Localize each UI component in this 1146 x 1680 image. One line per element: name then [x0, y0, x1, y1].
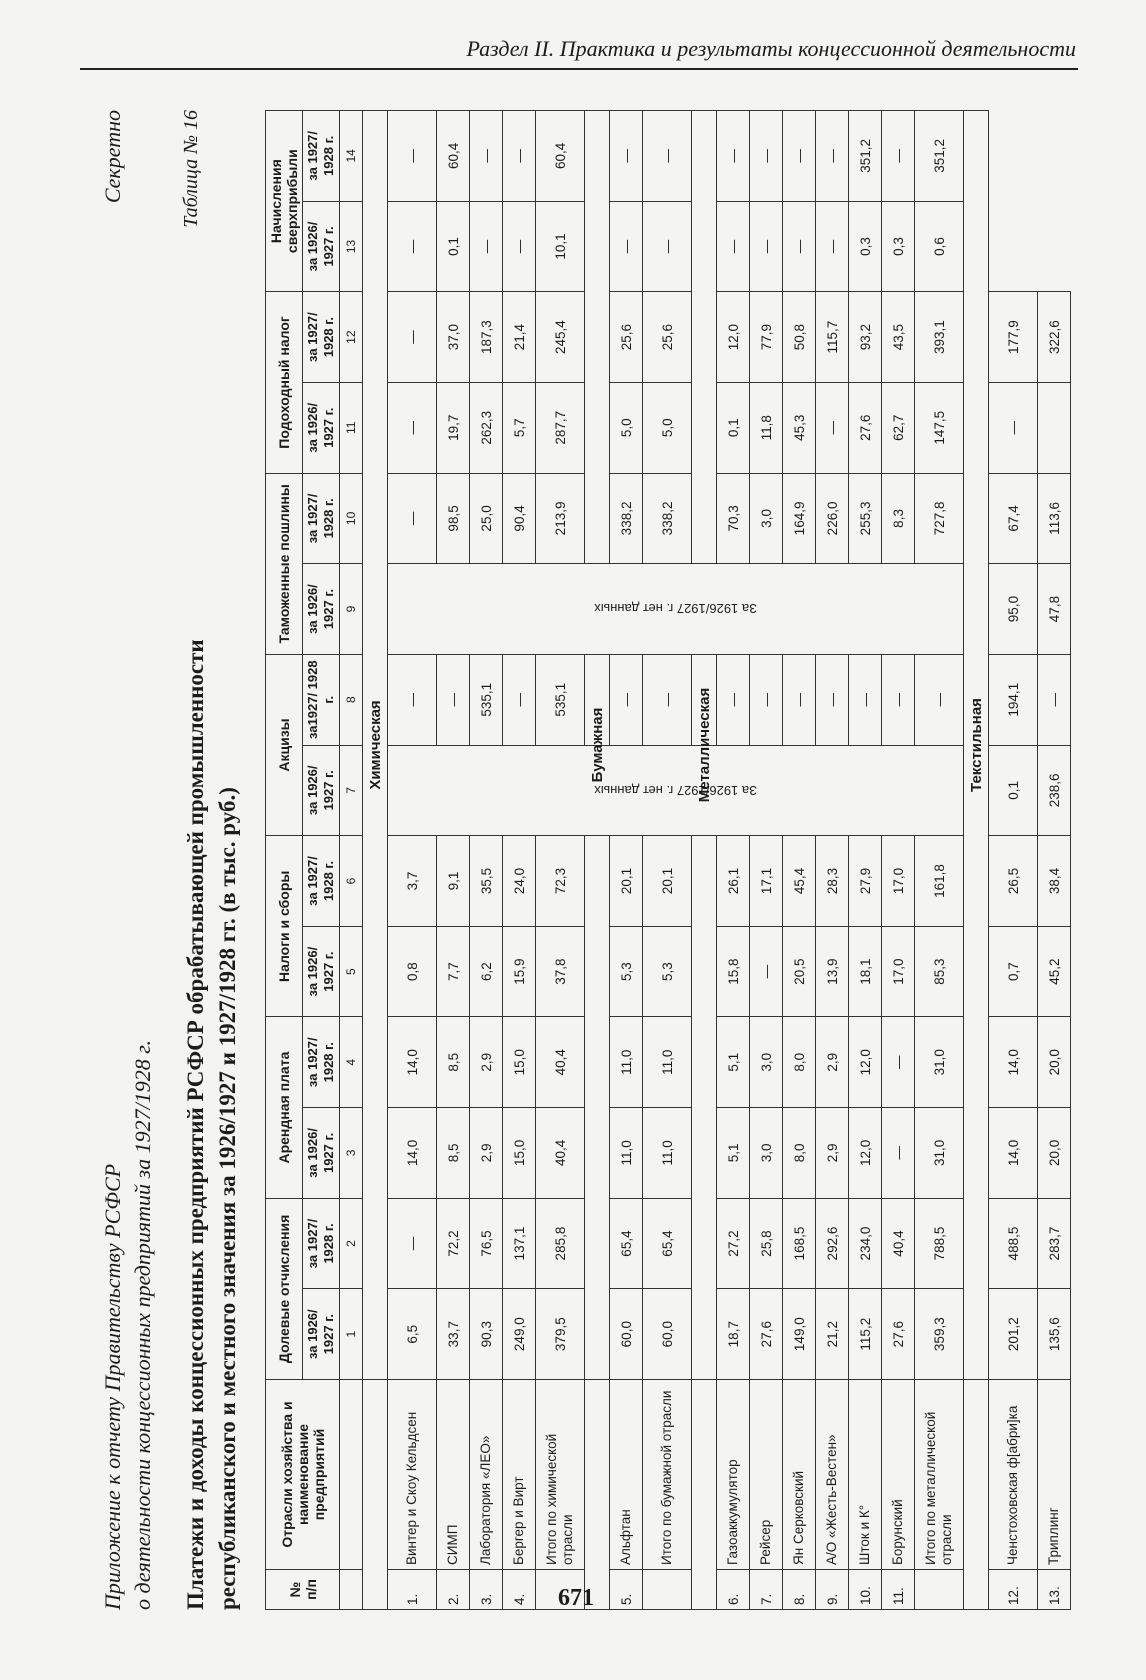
enterprise-name: Альфтан [610, 1380, 643, 1570]
header-year: за 1926/ 1927 г. [303, 745, 340, 836]
column-index: 1 [340, 1289, 363, 1380]
value-cell: — [437, 654, 470, 745]
header-year: за 1927/ 1928 г. [303, 1198, 340, 1289]
value-cell: 14,0 [989, 1108, 1038, 1199]
value-cell: — [750, 654, 783, 745]
value-cell: — [717, 111, 750, 202]
value-cell: 50,8 [783, 292, 816, 383]
value-cell: 0,8 [388, 926, 437, 1017]
value-cell: 292,6 [816, 1198, 849, 1289]
header-rule [80, 68, 1078, 70]
header-group-share: Долевые отчисления [266, 1198, 303, 1379]
header-year: за 1926/ 1927 г. [303, 564, 340, 655]
value-cell: — [717, 654, 750, 745]
header-year: за 1926/ 1927 г. [303, 926, 340, 1017]
value-cell: 11,0 [643, 1108, 692, 1199]
value-cell: 20,0 [1038, 1017, 1071, 1108]
value-cell: — [388, 201, 437, 292]
value-cell: 488,5 [989, 1198, 1038, 1289]
value-cell: 3,0 [750, 473, 783, 564]
value-cell: — [783, 111, 816, 202]
value-cell: 10,1 [536, 201, 585, 292]
value-cell: — [816, 654, 849, 745]
value-cell: 379,5 [536, 1289, 585, 1380]
value-cell: 40,4 [536, 1108, 585, 1199]
value-cell: 285,8 [536, 1198, 585, 1289]
appendix-note: Приложение к отчету Правительству РСФСР [100, 1163, 125, 1610]
value-cell: 5,1 [717, 1017, 750, 1108]
value-cell: — [470, 201, 503, 292]
value-cell: 14,0 [388, 1017, 437, 1108]
enterprise-name: Газоаккумулятор [717, 1380, 750, 1570]
value-cell: 8,3 [882, 473, 915, 564]
table-row [989, 111, 1038, 1610]
row-number: 7. [750, 1570, 783, 1610]
value-cell: 187,3 [470, 292, 503, 383]
table-row [849, 111, 882, 1610]
value-cell: 24,0 [503, 836, 536, 927]
enterprise-name: Винтер и Скоу Кельдсен [388, 1380, 437, 1570]
value-cell: 18,7 [717, 1289, 750, 1380]
value-cell: 60,4 [536, 111, 585, 202]
header-group-rent: Арендная плата [266, 1017, 303, 1198]
value-cell: 40,4 [882, 1198, 915, 1289]
value-cell: 8,5 [437, 1108, 470, 1199]
table-row [437, 111, 470, 1610]
enterprise-name: Шток и К° [849, 1380, 882, 1570]
value-cell: 20,1 [610, 836, 643, 927]
value-cell: — [610, 654, 643, 745]
value-cell: 37,8 [536, 926, 585, 1017]
value-cell: 98,5 [437, 473, 470, 564]
enterprise-name: Ян Серковский [783, 1380, 816, 1570]
value-cell: 2,9 [470, 1017, 503, 1108]
value-cell: 322,6 [1038, 292, 1071, 383]
header-group-taxes: Налоги и сборы [266, 836, 303, 1017]
header-year: за 1927/ 1928 г. [303, 836, 340, 927]
column-index: 8 [340, 654, 363, 745]
value-cell: 2,9 [816, 1017, 849, 1108]
value-cell: 0,3 [849, 201, 882, 292]
column-index: 6 [340, 836, 363, 927]
row-number: 6. [717, 1570, 750, 1610]
value-cell: 0,1 [437, 201, 470, 292]
value-cell: 38,4 [1038, 836, 1071, 927]
value-cell: 21,4 [503, 292, 536, 383]
value-cell: 245,4 [536, 292, 585, 383]
header-year: за 1927/ 1928 г. [303, 111, 340, 202]
value-cell: 17,1 [750, 836, 783, 927]
value-cell: 351,2 [849, 111, 882, 202]
value-cell: 27,2 [717, 1198, 750, 1289]
row-number: 3. [470, 1570, 503, 1610]
value-cell: 161,8 [915, 836, 964, 927]
value-cell: 137,1 [503, 1198, 536, 1289]
value-cell [1038, 382, 1071, 473]
payments-table [265, 110, 1071, 1610]
value-cell: 351,2 [915, 111, 964, 202]
value-cell: 40,4 [536, 1017, 585, 1108]
section-title: Бумажная [585, 111, 610, 1380]
enterprise-name: А/О «Жесть-Вестен» [816, 1380, 849, 1570]
header-group-excess-profit: Начисления сверхприбыли [266, 111, 303, 292]
value-cell: 15,0 [503, 1017, 536, 1108]
value-cell: 113,6 [1038, 473, 1071, 564]
value-cell: 201,2 [989, 1289, 1038, 1380]
row-number: 10. [849, 1570, 882, 1610]
value-cell: 393,1 [915, 292, 964, 383]
value-cell: 5,3 [643, 926, 692, 1017]
column-index: 10 [340, 473, 363, 564]
value-cell: 76,5 [470, 1198, 503, 1289]
header-name: Отрасли хозяйства и наименование предприятий [266, 1380, 340, 1570]
value-cell: — [388, 473, 437, 564]
column-index-row [340, 111, 363, 1610]
value-cell: 25,6 [610, 292, 643, 383]
value-cell: 11,0 [643, 1017, 692, 1108]
row-number: 11. [882, 1570, 915, 1610]
value-cell: — [388, 292, 437, 383]
value-cell: 65,4 [643, 1198, 692, 1289]
value-cell: 19,7 [437, 382, 470, 473]
value-cell: 11,0 [610, 1017, 643, 1108]
value-cell: 6,2 [470, 926, 503, 1017]
secret-stamp: Секретно [100, 110, 125, 204]
value-cell: 283,7 [1038, 1198, 1071, 1289]
column-index: 2 [340, 1198, 363, 1289]
value-cell: 27,6 [750, 1289, 783, 1380]
table-row [1038, 111, 1071, 1610]
enterprise-name: Рейсер [750, 1380, 783, 1570]
value-cell: 65,4 [610, 1198, 643, 1289]
row-number: 8. [783, 1570, 816, 1610]
value-cell: 37,0 [437, 292, 470, 383]
value-cell: 2,9 [470, 1108, 503, 1199]
value-cell: 20,1 [643, 836, 692, 927]
appendix-note-2: о деятельности концессионных предприятий за 1927/1928 г. [130, 1039, 155, 1610]
rotated-content [100, 110, 1060, 1610]
value-cell: 177,9 [989, 292, 1038, 383]
header-year: за 1926/ 1927 г. [303, 201, 340, 292]
value-cell: 5,7 [503, 382, 536, 473]
value-cell: 13,9 [816, 926, 849, 1017]
column-index: 13 [340, 201, 363, 292]
value-cell: — [882, 111, 915, 202]
value-cell: 11,8 [750, 382, 783, 473]
value-cell: 0,1 [717, 382, 750, 473]
column-index: 11 [340, 382, 363, 473]
header-no: № п/п [266, 1570, 340, 1610]
value-cell: 70,3 [717, 473, 750, 564]
value-cell: 0,6 [915, 201, 964, 292]
value-cell: — [816, 382, 849, 473]
value-cell: 5,1 [717, 1108, 750, 1199]
header-year: за1927/ 1928 г. [303, 654, 340, 745]
value-cell: 213,9 [536, 473, 585, 564]
table-row [816, 111, 849, 1610]
table-title-line-1: Платежи и доходы концессионных предприятий РСФСР обрабатывающей промышленности [183, 639, 208, 1610]
value-cell: 262,3 [470, 382, 503, 473]
value-cell: 0,3 [882, 201, 915, 292]
total-row [536, 111, 585, 1610]
value-cell: 25,6 [643, 292, 692, 383]
value-cell: 12,0 [717, 292, 750, 383]
value-cell: 27,9 [849, 836, 882, 927]
header-year: за 1927/ 1928 г. [303, 473, 340, 564]
table-row [717, 111, 750, 1610]
section-row [692, 111, 717, 1610]
header-group-excise: Акцизы [266, 654, 303, 835]
value-cell: 26,1 [717, 836, 750, 927]
value-cell: 27,6 [849, 382, 882, 473]
value-cell: — [750, 111, 783, 202]
section-title: Химическая [363, 111, 388, 1380]
value-cell: 535,1 [470, 654, 503, 745]
value-cell: 25,0 [470, 473, 503, 564]
row-number [643, 1570, 692, 1610]
row-number: 4. [503, 1570, 536, 1610]
value-cell: 147,5 [915, 382, 964, 473]
section-row [585, 111, 610, 1610]
value-cell: 47,8 [1038, 564, 1071, 655]
value-cell: 21,2 [816, 1289, 849, 1380]
value-cell: 5,0 [643, 382, 692, 473]
value-cell: 90,4 [503, 473, 536, 564]
header-year: за 1927/ 1928 г. [303, 292, 340, 383]
value-cell: 3,0 [750, 1017, 783, 1108]
value-cell: 8,0 [783, 1108, 816, 1199]
value-cell: 7,7 [437, 926, 470, 1017]
value-cell: 60,0 [643, 1289, 692, 1380]
value-cell: 20,0 [1038, 1108, 1071, 1199]
value-cell: — [783, 654, 816, 745]
table-row [783, 111, 816, 1610]
value-cell: — [388, 111, 437, 202]
value-cell: — [783, 201, 816, 292]
value-cell: 11,0 [610, 1108, 643, 1199]
table-row [470, 111, 503, 1610]
no-data-note-excise: За 1926/1927 г. нет данных [388, 745, 964, 836]
enterprise-name: Лаборатория «ЛЕО» [470, 1380, 503, 1570]
value-cell: 0,1 [989, 745, 1038, 836]
row-number: 12. [989, 1570, 1038, 1610]
value-cell: 72,3 [536, 836, 585, 927]
value-cell: 149,0 [783, 1289, 816, 1380]
row-number [915, 1570, 964, 1610]
section-row [964, 111, 989, 1610]
value-cell: 3,0 [750, 1108, 783, 1199]
column-index: 14 [340, 111, 363, 202]
value-cell: 0,7 [989, 926, 1038, 1017]
value-cell: 17,0 [882, 926, 915, 1017]
header-year: за 1926/ 1927 г. [303, 1108, 340, 1199]
value-cell: 2,9 [816, 1108, 849, 1199]
value-cell: 338,2 [610, 473, 643, 564]
value-cell: 12,0 [849, 1108, 882, 1199]
value-cell: 35,5 [470, 836, 503, 927]
column-index: 4 [340, 1017, 363, 1108]
value-cell: 26,5 [989, 836, 1038, 927]
value-cell: 115,7 [816, 292, 849, 383]
column-index: 9 [340, 564, 363, 655]
value-cell: 18,1 [849, 926, 882, 1017]
value-cell: 255,3 [849, 473, 882, 564]
value-cell: 238,6 [1038, 745, 1071, 836]
value-cell: 5,3 [610, 926, 643, 1017]
value-cell: 8,0 [783, 1017, 816, 1108]
value-cell: 27,6 [882, 1289, 915, 1380]
value-cell: — [643, 111, 692, 202]
value-cell: — [750, 926, 783, 1017]
enterprise-name: Ченстоховская ф[абри]ка [989, 1380, 1038, 1570]
value-cell: — [643, 201, 692, 292]
value-cell: 788,5 [915, 1198, 964, 1289]
value-cell: — [915, 654, 964, 745]
value-cell: — [470, 111, 503, 202]
row-number: 13. [1038, 1570, 1071, 1610]
table-number: Таблица № 16 [180, 110, 202, 228]
value-cell: 8,5 [437, 1017, 470, 1108]
value-cell: 14,0 [989, 1017, 1038, 1108]
header-group-income-tax: Подоходный налог [266, 292, 303, 473]
value-cell: 25,8 [750, 1198, 783, 1289]
value-cell: — [882, 1017, 915, 1108]
value-cell: 85,3 [915, 926, 964, 1017]
value-cell: 359,3 [915, 1289, 964, 1380]
row-number: 5. [610, 1570, 643, 1610]
value-cell: 164,9 [783, 473, 816, 564]
value-cell: 45,3 [783, 382, 816, 473]
value-cell: 95,0 [989, 564, 1038, 655]
row-number: 1. [388, 1570, 437, 1610]
section-row [363, 111, 388, 1610]
value-cell: 168,5 [783, 1198, 816, 1289]
value-cell: — [816, 201, 849, 292]
column-index: 5 [340, 926, 363, 1017]
value-cell: 20,5 [783, 926, 816, 1017]
value-cell: — [503, 201, 536, 292]
value-cell: 31,0 [915, 1017, 964, 1108]
header-year: за 1926/ 1927 г. [303, 382, 340, 473]
value-cell: — [882, 1108, 915, 1199]
value-cell: 6,5 [388, 1289, 437, 1380]
value-cell: — [989, 382, 1038, 473]
value-cell: 234,0 [849, 1198, 882, 1289]
value-cell: 62,7 [882, 382, 915, 473]
row-number: 2. [437, 1570, 470, 1610]
value-cell: 5,0 [610, 382, 643, 473]
value-cell: 15,8 [717, 926, 750, 1017]
value-cell: — [503, 654, 536, 745]
value-cell: 727,8 [915, 473, 964, 564]
value-cell: 15,9 [503, 926, 536, 1017]
value-cell: — [849, 654, 882, 745]
table-row [882, 111, 915, 1610]
value-cell: 28,3 [816, 836, 849, 927]
value-cell: — [816, 111, 849, 202]
table-row [388, 111, 437, 1610]
enterprise-name: СИМП [437, 1380, 470, 1570]
value-cell: — [882, 654, 915, 745]
total-row [643, 111, 692, 1610]
value-cell: 535,1 [536, 654, 585, 745]
table-title-line-2: республиканского и местного значения за 1926/1927 и 1927/1928 гг. (в тыс. руб.) [215, 787, 240, 1610]
header-year: за 1927/ 1928 г. [303, 1017, 340, 1108]
enterprise-name: Триплинг [1038, 1380, 1071, 1570]
value-cell: — [1038, 654, 1071, 745]
value-cell: 9,1 [437, 836, 470, 927]
value-cell: 287,7 [536, 382, 585, 473]
row-number: 9. [816, 1570, 849, 1610]
value-cell: — [643, 654, 692, 745]
value-cell: — [388, 654, 437, 745]
column-index: 12 [340, 292, 363, 383]
value-cell: 67,4 [989, 473, 1038, 564]
value-cell: 135,6 [1038, 1289, 1071, 1380]
value-cell: 43,5 [882, 292, 915, 383]
value-cell: 14,0 [388, 1108, 437, 1199]
table-row [610, 111, 643, 1610]
table-title [180, 410, 244, 1610]
header-year: за 1926/ 1927 г. [303, 1289, 340, 1380]
section-title: Металлическая [692, 111, 717, 1380]
total-row [915, 111, 964, 1610]
value-cell: 15,0 [503, 1108, 536, 1199]
running-head: Раздел II. Практика и результаты концессионной деятельности [466, 36, 1076, 61]
value-cell: 77,9 [750, 292, 783, 383]
value-cell: 3,7 [388, 836, 437, 927]
value-cell: — [503, 111, 536, 202]
value-cell: — [750, 201, 783, 292]
enterprise-name: Борунский [882, 1380, 915, 1570]
enterprise-name: Бергер и Вирт [503, 1380, 536, 1570]
enterprise-name: Итого по металлической отрасли [915, 1380, 964, 1570]
value-cell: 45,2 [1038, 926, 1071, 1017]
value-cell: — [388, 1198, 437, 1289]
value-cell: — [388, 382, 437, 473]
value-cell: 226,0 [816, 473, 849, 564]
value-cell: 60,0 [610, 1289, 643, 1380]
header-group-customs: Таможенные пошлины [266, 473, 303, 654]
value-cell: — [717, 201, 750, 292]
value-cell: 12,0 [849, 1017, 882, 1108]
table-row [750, 111, 783, 1610]
value-cell: 194,1 [989, 654, 1038, 745]
value-cell: 249,0 [503, 1289, 536, 1380]
value-cell: 31,0 [915, 1108, 964, 1199]
value-cell: 338,2 [643, 473, 692, 564]
table-row [503, 111, 536, 1610]
value-cell: 33,7 [437, 1289, 470, 1380]
enterprise-name: Итого по бумажной отрасли [643, 1380, 692, 1570]
column-index: 7 [340, 745, 363, 836]
column-index: 3 [340, 1108, 363, 1199]
section-title: Текстильная [964, 111, 989, 1380]
value-cell: 93,2 [849, 292, 882, 383]
value-cell: 60,4 [437, 111, 470, 202]
value-cell: 90,3 [470, 1289, 503, 1380]
value-cell: 115,2 [849, 1289, 882, 1380]
value-cell: 17,0 [882, 836, 915, 927]
value-cell: 72,2 [437, 1198, 470, 1289]
no-data-note-customs: За 1926/1927 г. нет данных [388, 564, 964, 655]
page-number: 671 [558, 1585, 594, 1611]
value-cell: — [610, 111, 643, 202]
value-cell: — [610, 201, 643, 292]
value-cell: 45,4 [783, 836, 816, 927]
enterprise-name: Итого по химической отрасли [536, 1380, 585, 1570]
